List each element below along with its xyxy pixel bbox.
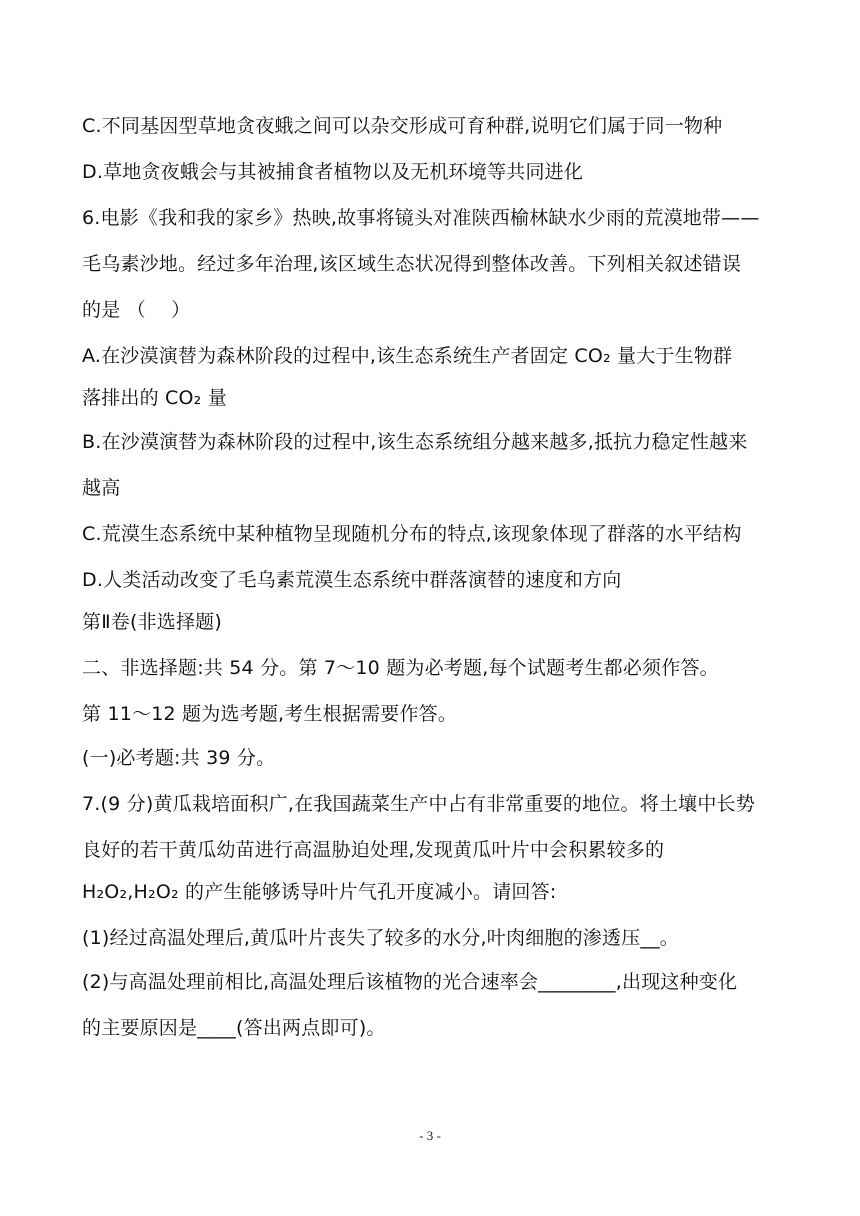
question-6-stem-line-3: 的是 （ ）: [82, 299, 191, 321]
question-7-part-2-line-2: 的主要原因是____(答出两点即可)。: [82, 1017, 386, 1039]
question-6-stem-line-1: 6.电影《我和我的家乡》热映,故事将镜头对准陕西榆林缺水少雨的荒漠地带——: [82, 207, 760, 229]
section-instructions-line-2: 第 11～12 题为选考题,考生根据需要作答。: [82, 703, 458, 725]
question-7-part-1: (1)经过高温处理后,黄瓜叶片丧失了较多的水分,叶肉细胞的渗透压__。: [82, 927, 679, 949]
option-a-q6-line-2: 落排出的 CO₂ 量: [82, 387, 227, 409]
section-heading-part-2: 第Ⅱ卷(非选择题): [82, 611, 222, 633]
section-instructions-line-1: 二、非选择题:共 54 分。第 7～10 题为必考题,每个试题考生都必须作答。: [82, 657, 719, 679]
required-questions-heading: (一)必考题:共 39 分。: [82, 747, 276, 769]
page-number: - 3 -: [419, 1128, 441, 1143]
question-7-stem-line-3: H₂O₂,H₂O₂ 的产生能够诱导叶片气孔开度减小。请回答:: [82, 881, 557, 903]
option-d-q5: D.草地贪夜蛾会与其被捕食者植物以及无机环境等共同进化: [82, 161, 584, 183]
question-7-part-2-line-1: (2)与高温处理前相比,高温处理后该植物的光合速率会________,出现这种变化: [82, 971, 738, 993]
option-d-q6: D.人类活动改变了毛乌素荒漠生态系统中群落演替的速度和方向: [82, 569, 622, 591]
option-b-q6-line-2: 越高: [82, 477, 121, 499]
option-b-q6-line-1: B.在沙漠演替为森林阶段的过程中,该生态系统组分越来越多,抵抗力稳定性越来: [82, 431, 748, 453]
question-7-stem-line-2: 良好的若干黄瓜幼苗进行高温胁迫处理,发现黄瓜叶片中会积累较多的: [82, 839, 665, 861]
option-c-q5: C.不同基因型草地贪夜蛾之间可以杂交形成可育种群,说明它们属于同一物种: [82, 115, 723, 137]
question-6-stem-line-2: 毛乌素沙地。经过多年治理,该区域生态状况得到整体改善。下列相关叙述错误: [82, 253, 742, 275]
option-c-q6: C.荒漠生态系统中某种植物呈现随机分布的特点,该现象体现了群落的水平结构: [82, 523, 742, 545]
question-7-stem-line-1: 7.(9 分)黄瓜栽培面积广,在我国蔬菜生产中占有非常重要的地位。将土壤中长势: [82, 793, 755, 815]
option-a-q6-line-1: A.在沙漠演替为森林阶段的过程中,该生态系统生产者固定 CO₂ 量大于生物群: [82, 345, 733, 367]
